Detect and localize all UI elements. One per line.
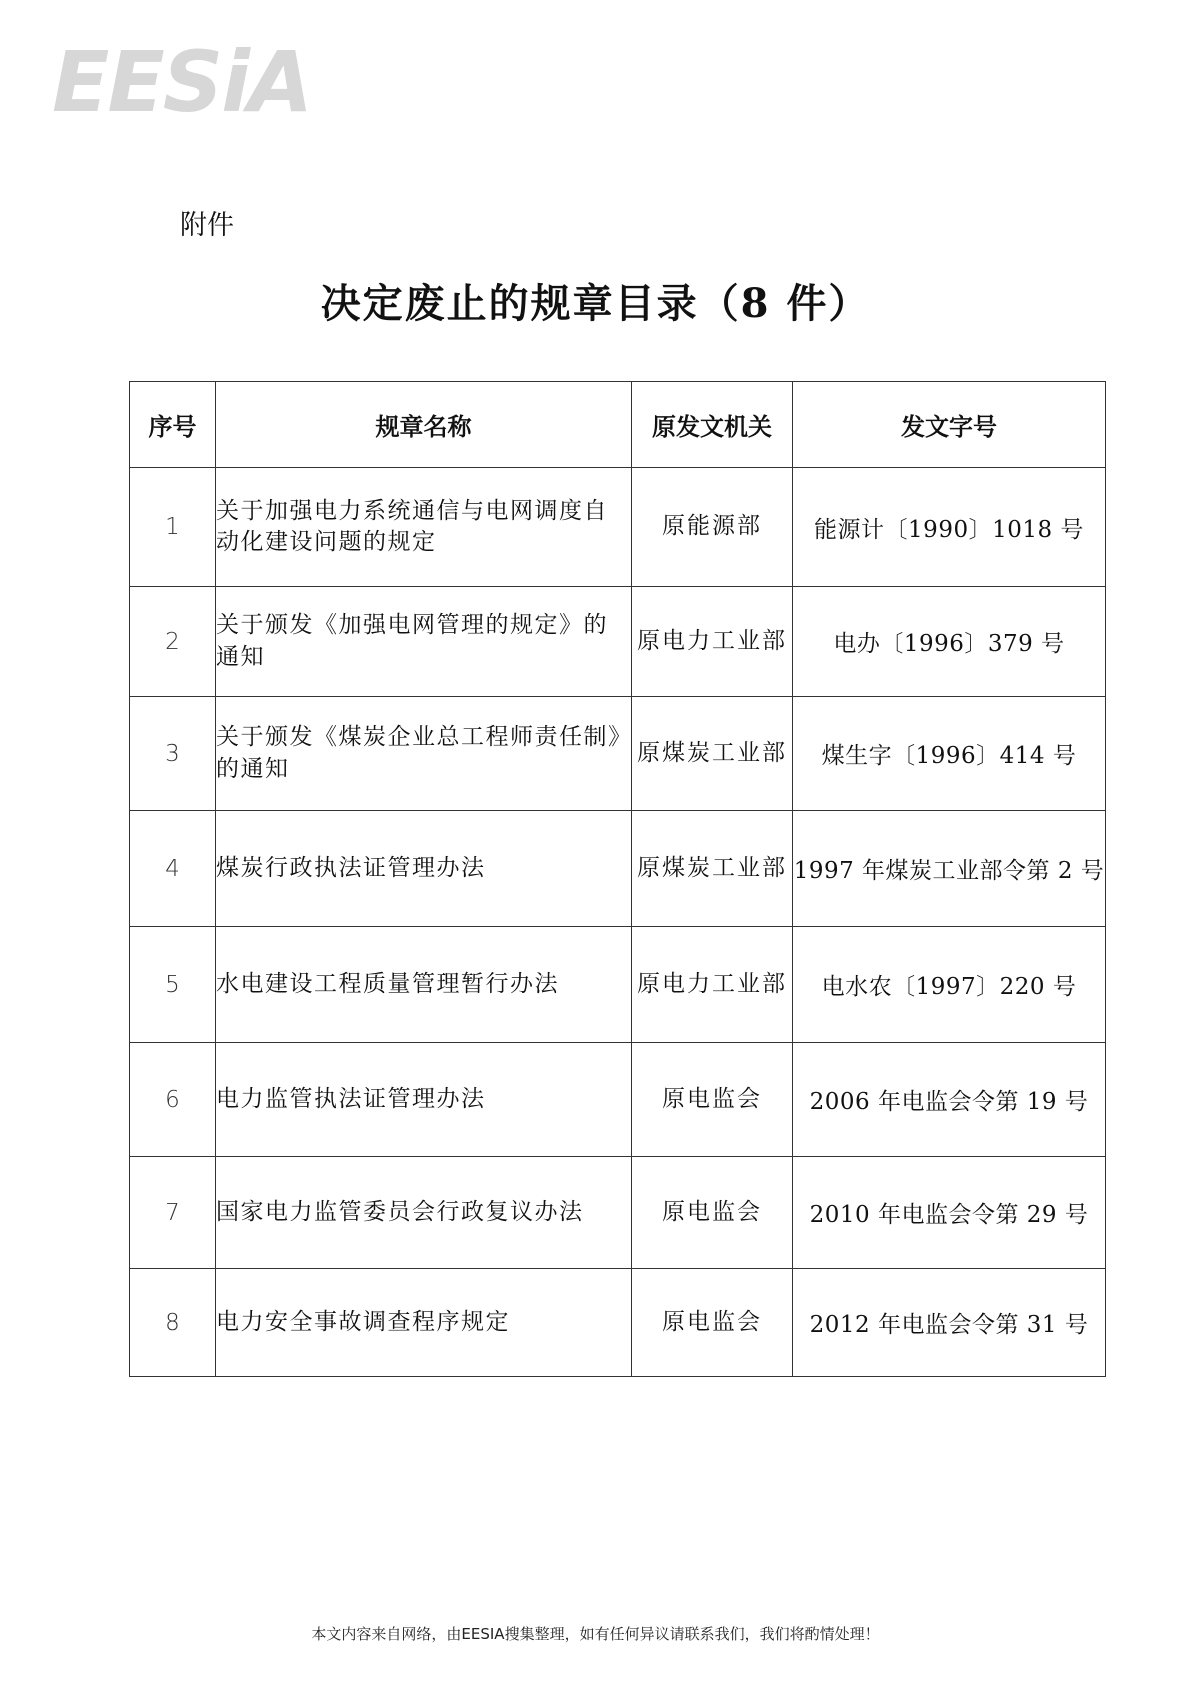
row-org: 原电监会 [632, 1157, 793, 1269]
row-docno: 能源计〔1990〕1018 号 [793, 468, 1106, 587]
row-seq: 5 [130, 927, 216, 1043]
row-seq: 3 [130, 697, 216, 811]
table-header-row [130, 382, 1106, 468]
table-row [130, 468, 1106, 587]
regulations-table [129, 381, 1106, 1377]
footer-disclaimer: 本文内容来自网络，由EESIA搜集整理，如有任何异议请联系我们，我们将酌情处理！ [311, 1625, 880, 1643]
header-name: 规章名称 [216, 382, 632, 468]
row-org: 原电监会 [632, 1269, 793, 1377]
table-row [130, 927, 1106, 1043]
row-org: 原能源部 [632, 468, 793, 587]
row-seq: 2 [130, 587, 216, 697]
header-seq: 序号 [130, 382, 216, 468]
row-name: 关于加强电力系统通信与电网调度自动化建设问题的规定 [216, 468, 632, 587]
row-docno: 1997 年煤炭工业部令第 2 号 [793, 811, 1106, 927]
table-row [130, 1269, 1106, 1377]
row-seq: 4 [130, 811, 216, 927]
row-name: 关于颁发《加强电网管理的规定》的通知 [216, 587, 632, 697]
row-name: 关于颁发《煤炭企业总工程师责任制》的通知 [216, 697, 632, 811]
row-name: 电力安全事故调查程序规定 [216, 1269, 632, 1377]
row-docno: 2010 年电监会令第 29 号 [793, 1157, 1106, 1269]
header-org: 原发文机关 [632, 382, 793, 468]
table-row [130, 811, 1106, 927]
table-row [130, 1157, 1106, 1269]
row-name: 水电建设工程质量管理暂行办法 [216, 927, 632, 1043]
table-row [130, 697, 1106, 811]
row-org: 原电力工业部 [632, 927, 793, 1043]
page-title: 决定废止的规章目录（8 件） [320, 280, 871, 327]
row-docno: 煤生字〔1996〕414 号 [793, 697, 1106, 811]
table-row [130, 1043, 1106, 1157]
row-org: 原煤炭工业部 [632, 697, 793, 811]
row-seq: 1 [130, 468, 216, 587]
row-docno: 2012 年电监会令第 31 号 [793, 1269, 1106, 1377]
row-seq: 7 [130, 1157, 216, 1269]
row-seq: 6 [130, 1043, 216, 1157]
row-seq: 8 [130, 1269, 216, 1377]
row-docno: 电办〔1996〕379 号 [793, 587, 1106, 697]
row-org: 原煤炭工业部 [632, 811, 793, 927]
row-docno: 电水农〔1997〕220 号 [793, 927, 1106, 1043]
row-name: 国家电力监管委员会行政复议办法 [216, 1157, 632, 1269]
row-org: 原电力工业部 [632, 587, 793, 697]
row-org: 原电监会 [632, 1043, 793, 1157]
table-row [130, 587, 1106, 697]
row-docno: 2006 年电监会令第 19 号 [793, 1043, 1106, 1157]
header-docno: 发文字号 [793, 382, 1106, 468]
row-name: 煤炭行政执法证管理办法 [216, 811, 632, 927]
eesia-watermark-logo: EESiA [52, 33, 312, 131]
attachment-label: 附件 [180, 210, 234, 241]
row-name: 电力监管执法证管理办法 [216, 1043, 632, 1157]
